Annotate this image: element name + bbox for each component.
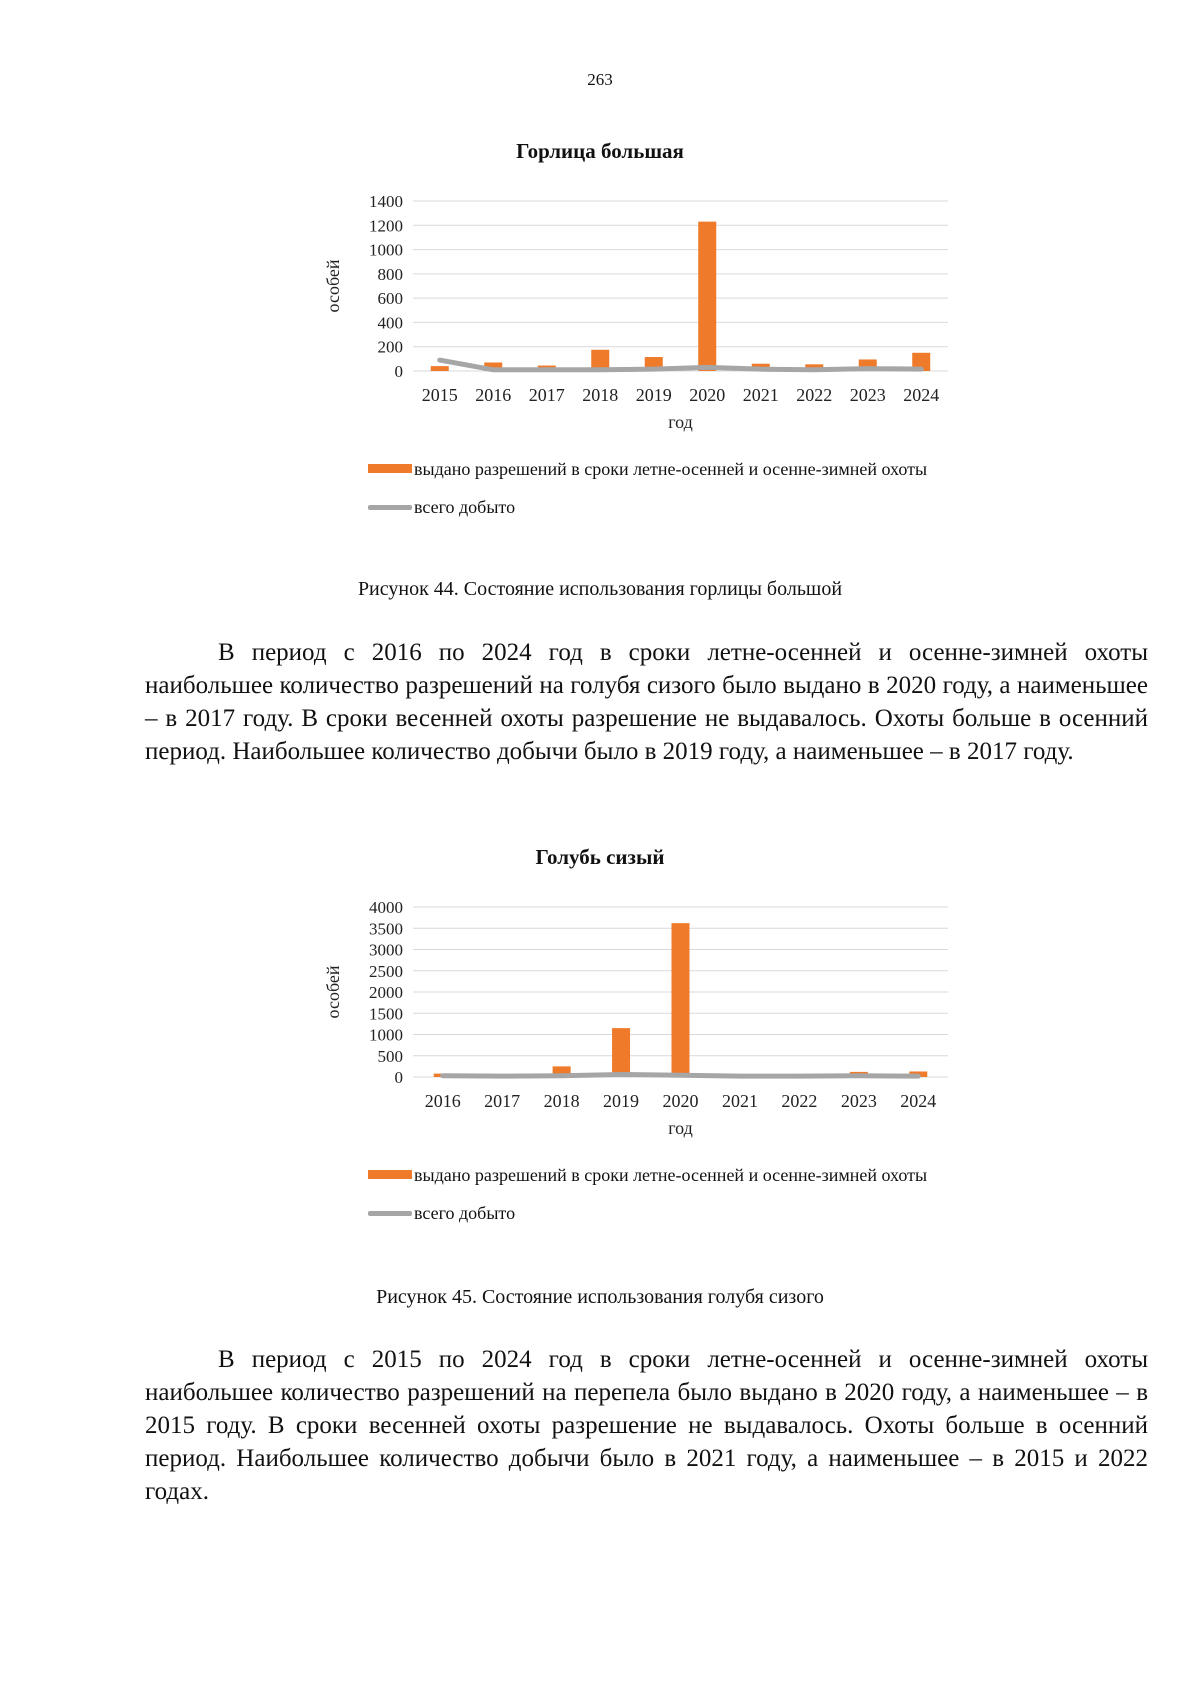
y-tick-label: 200 [377, 337, 403, 357]
x-tick-label: 2017 [528, 385, 565, 405]
y-tick-label: 2000 [369, 983, 403, 1002]
legend-label-harvested: всего добыто [414, 1203, 516, 1223]
legend-swatch-bar [368, 464, 412, 473]
chart-title-turtle-dove: Горлица большая [516, 139, 684, 163]
x-tick-label: 2016 [475, 385, 512, 405]
line-series-harvested [443, 1074, 919, 1076]
y-tick-label: 1400 [369, 192, 403, 211]
y-tick-label: 2500 [369, 961, 403, 981]
x-tick-label: 2023 [840, 1091, 877, 1111]
legend-label-permits: выдано разрешений в сроки летне-осенней и осенне-зимней охоты [414, 1165, 928, 1185]
bar-2015 [431, 366, 449, 371]
x-tick-label: 2024 [903, 385, 940, 405]
y-tick-label: 400 [377, 313, 403, 333]
y-tick-label: 0 [394, 1068, 403, 1087]
x-tick-label: 2019 [603, 1091, 640, 1111]
legend-item-harvested [368, 1201, 928, 1225]
y-tick-label: 3000 [369, 940, 403, 960]
legend-turtle-dove [368, 457, 928, 519]
legend-swatch-bar [368, 1170, 412, 1179]
x-tick-label: 2022 [796, 385, 833, 405]
chart-turtle-dove [0, 180, 1200, 435]
y-tick-label: 1500 [369, 1004, 403, 1024]
paragraph-quail: В период с 2015 по 2024 год в сроки летне-осенней и осенне-зимней охоты наибольшее количество разрешений на перепела было выдано в 2020 году, а наименьшее – в 2015 году. В сроки весенней охоты разрешение не выдавалось. Охоты больше в осенний период. Наибольшее количество добычи было в 2021 году, а наименьшее – в 2015 и 2022 годах. [145, 1346, 1148, 1505]
y-tick-label: 3500 [369, 919, 403, 939]
chart-rock-dove [0, 885, 1200, 1140]
line-series-harvested [440, 360, 922, 370]
y-tick-label: 1200 [369, 216, 403, 236]
paragraph-rock-dove: В период с 2016 по 2024 год в сроки летне-осенней и осенне-зимней охоты наибольшее количество разрешений на голубя сизого было выдано в 2020 году, а наименьшее – в 2017 году. В сроки весенней охоты разрешение не выдавалось. Охоты больше в осенний период. Наибольшее количество добычи было в 2019 году, а наименьшее – в 2017 году. [145, 639, 1148, 765]
x-tick-label: 2017 [484, 1091, 521, 1111]
x-tick-label: 2022 [781, 1091, 818, 1111]
y-tick-label: 800 [377, 264, 403, 284]
y-tick-label: 1000 [369, 240, 403, 260]
bar-2020 [672, 923, 690, 1077]
legend-swatch-line [368, 1211, 412, 1216]
x-axis-label: год [668, 412, 693, 432]
caption-figure-45: Рисунок 45. Состояние использования голубя сизого [376, 1286, 824, 1308]
y-axis-label: особей [323, 965, 343, 1019]
x-tick-label: 2021 [721, 1091, 758, 1111]
y-tick-label: 0 [394, 362, 403, 381]
x-tick-label: 2018 [543, 1091, 580, 1111]
caption-figure-44: Рисунок 44. Состояние использования горлицы большой [357, 578, 843, 600]
y-tick-label: 600 [377, 289, 403, 309]
legend-item-permits [368, 457, 928, 481]
x-tick-label: 2020 [689, 385, 726, 405]
legend-swatch-line [368, 505, 412, 510]
x-axis-label: год [668, 1118, 693, 1138]
x-tick-label: 2019 [635, 385, 672, 405]
x-tick-label: 2024 [900, 1091, 937, 1111]
x-tick-label: 2020 [662, 1091, 699, 1111]
legend-rock-dove [368, 1163, 928, 1225]
page-number: 263 [587, 70, 613, 89]
x-tick-label: 2016 [424, 1091, 461, 1111]
x-tick-label: 2021 [742, 385, 779, 405]
chart-title-rock-dove: Голубь сизый [535, 845, 665, 869]
legend-label-harvested: всего добыто [414, 497, 516, 517]
legend-item-harvested [368, 495, 928, 519]
x-tick-label: 2023 [849, 385, 886, 405]
bar-2020 [698, 222, 716, 371]
y-tick-label: 500 [377, 1046, 403, 1066]
x-tick-label: 2018 [582, 385, 619, 405]
legend-label-permits: выдано разрешений в сроки летне-осенней и осенне-зимней охоты [414, 459, 928, 479]
y-tick-label: 1000 [369, 1025, 403, 1045]
x-tick-label: 2015 [421, 385, 458, 405]
bar-2019 [612, 1028, 630, 1077]
y-tick-label: 4000 [369, 898, 403, 917]
legend-item-permits [368, 1163, 928, 1187]
y-axis-label: особей [323, 259, 343, 313]
